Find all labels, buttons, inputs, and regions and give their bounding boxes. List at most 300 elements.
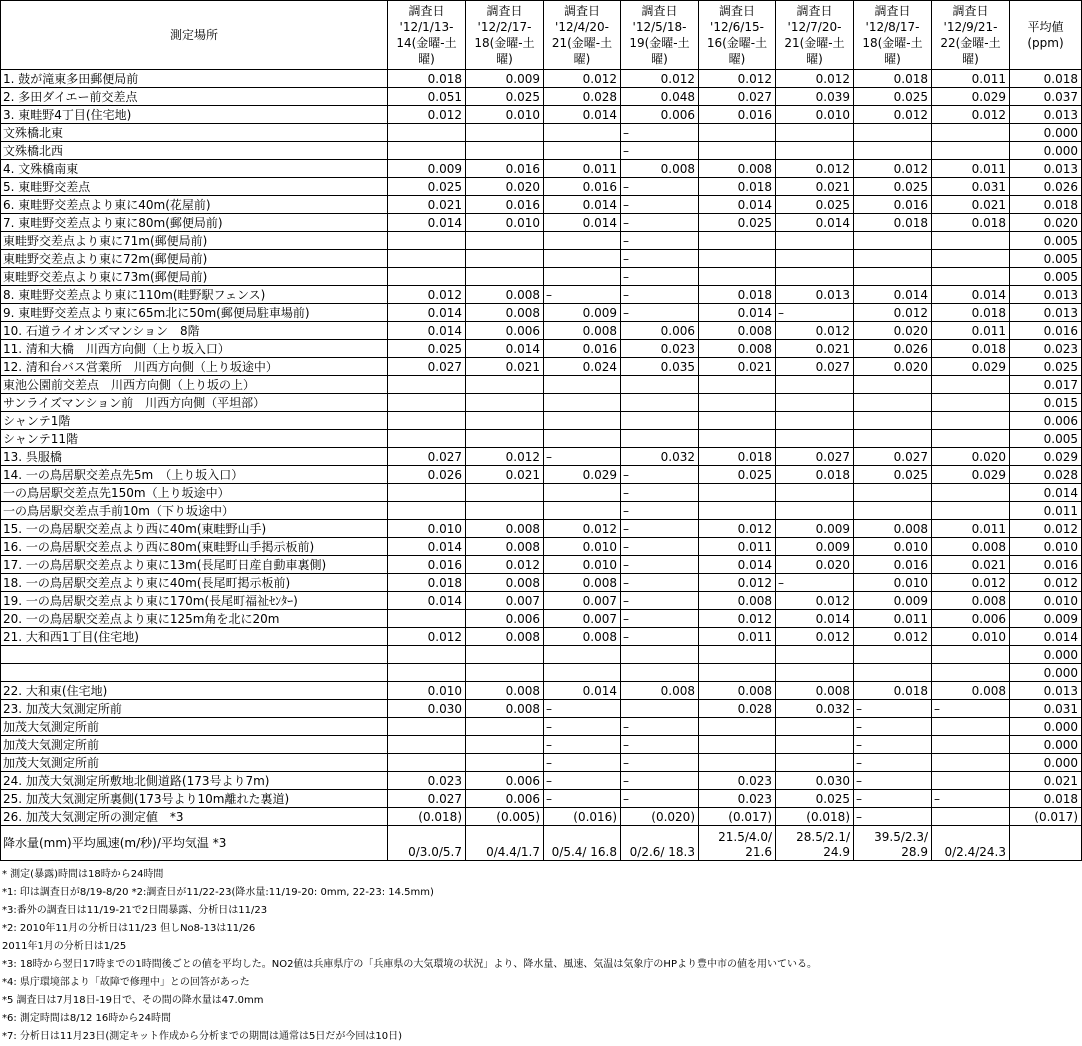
value-cell: 0.008	[466, 700, 544, 718]
value-cell: 0.018	[699, 286, 776, 304]
value-cell: 0.012	[854, 304, 932, 322]
value-cell	[854, 430, 932, 448]
value-cell	[699, 718, 776, 736]
value-cell: 0.008	[776, 682, 854, 700]
value-cell: –	[854, 772, 932, 790]
weather-cell: 0/2.4/24.3	[932, 826, 1010, 861]
location-cell: 11. 清和大橋 川西方向側（上り坂入口）	[1, 340, 388, 358]
value-cell: 0.018	[932, 214, 1010, 232]
average-cell: 0.013	[1010, 106, 1082, 124]
average-cell: 0.017	[1010, 376, 1082, 394]
value-cell	[388, 412, 466, 430]
value-cell: –	[621, 214, 699, 232]
value-cell: 0.018	[388, 70, 466, 88]
value-cell	[621, 394, 699, 412]
value-cell: 0.021	[776, 340, 854, 358]
date-header: 調査日 '12/4/20-21(金曜-土曜)	[544, 1, 621, 70]
value-cell: 0.010	[544, 556, 621, 574]
value-cell: 0.012	[388, 106, 466, 124]
value-cell	[932, 754, 1010, 772]
weather-cell: 21.5/4.0/ 21.6	[699, 826, 776, 861]
average-cell: 0.016	[1010, 322, 1082, 340]
value-cell	[932, 412, 1010, 430]
value-cell: 0.016	[699, 106, 776, 124]
table-row	[1, 718, 1082, 736]
value-cell: –	[621, 502, 699, 520]
value-cell	[621, 700, 699, 718]
value-cell: 0.023	[388, 772, 466, 790]
value-cell: 0.016	[544, 340, 621, 358]
value-cell: –	[621, 466, 699, 484]
weather-average-cell	[1010, 826, 1082, 861]
value-cell	[699, 232, 776, 250]
value-cell: 0.014	[466, 340, 544, 358]
value-cell	[854, 124, 932, 142]
average-cell: 0.025	[1010, 358, 1082, 376]
average-cell: 0.010	[1010, 538, 1082, 556]
location-cell: 3. 東畦野4丁目(住宅地)	[1, 106, 388, 124]
table-row	[1, 214, 1082, 232]
average-cell: 0.023	[1010, 340, 1082, 358]
value-cell: (0.018)	[776, 808, 854, 826]
value-cell	[466, 376, 544, 394]
value-cell: 0.026	[388, 466, 466, 484]
value-cell	[544, 502, 621, 520]
table-row	[1, 700, 1082, 718]
value-cell	[388, 232, 466, 250]
value-cell: 0.030	[388, 700, 466, 718]
value-cell	[466, 142, 544, 160]
value-cell: –	[621, 790, 699, 808]
value-cell	[776, 376, 854, 394]
value-cell: 0.020	[932, 448, 1010, 466]
weather-cell: 0/4.4/1.7	[466, 826, 544, 861]
value-cell: 0.016	[854, 196, 932, 214]
location-cell: 加茂大気測定所前	[1, 736, 388, 754]
value-cell: 0.027	[388, 790, 466, 808]
location-cell: 26. 加茂大気測定所の測定値 *3	[1, 808, 388, 826]
average-cell: 0.005	[1010, 430, 1082, 448]
table-row	[1, 592, 1082, 610]
value-cell	[388, 394, 466, 412]
value-cell: 0.025	[854, 88, 932, 106]
table-row	[1, 610, 1082, 628]
value-cell: 0.010	[932, 628, 1010, 646]
value-cell: 0.029	[544, 466, 621, 484]
date-header: 調査日 '12/1/13-14(金曜-土曜)	[388, 1, 466, 70]
average-cell: 0.013	[1010, 160, 1082, 178]
value-cell: –	[621, 736, 699, 754]
value-cell: 0.012	[466, 448, 544, 466]
value-cell: –	[621, 520, 699, 538]
value-cell	[388, 718, 466, 736]
value-cell	[776, 250, 854, 268]
value-cell	[699, 394, 776, 412]
value-cell: –	[621, 484, 699, 502]
value-cell: 0.016	[466, 160, 544, 178]
value-cell: 0.051	[388, 88, 466, 106]
value-cell: 0.025	[776, 790, 854, 808]
value-cell	[466, 394, 544, 412]
value-cell: (0.016)	[544, 808, 621, 826]
value-cell	[854, 502, 932, 520]
average-cell: 0.000	[1010, 664, 1082, 682]
value-cell: 0.025	[854, 178, 932, 196]
value-cell	[466, 232, 544, 250]
value-cell: 0.008	[466, 304, 544, 322]
value-cell	[544, 412, 621, 430]
value-cell	[854, 232, 932, 250]
footnote-line: *2: 2010年11月の分析日は11/23 但しNo8-13は11/26	[2, 923, 256, 934]
value-cell: 0.048	[621, 88, 699, 106]
value-cell: 0.012	[699, 610, 776, 628]
average-cell: 0.000	[1010, 142, 1082, 160]
value-cell	[932, 808, 1010, 826]
value-cell	[932, 376, 1010, 394]
average-cell: 0.037	[1010, 88, 1082, 106]
value-cell: 0.032	[776, 700, 854, 718]
average-cell: 0.013	[1010, 286, 1082, 304]
footnote-line: 2011年1月の分析日は1/25	[2, 941, 127, 952]
value-cell: 0.025	[776, 196, 854, 214]
value-cell: 0.008	[544, 628, 621, 646]
table-row	[1, 88, 1082, 106]
value-cell: 0.016	[466, 196, 544, 214]
value-cell	[932, 430, 1010, 448]
value-cell: 0.020	[466, 178, 544, 196]
value-cell	[932, 124, 1010, 142]
value-cell: (0.005)	[466, 808, 544, 826]
table-row	[1, 232, 1082, 250]
average-cell: 0.000	[1010, 646, 1082, 664]
value-cell: 0.023	[621, 340, 699, 358]
value-cell: 0.024	[544, 358, 621, 376]
value-cell: 0.014	[776, 214, 854, 232]
value-cell: 0.021	[699, 358, 776, 376]
value-cell	[932, 250, 1010, 268]
value-cell	[466, 250, 544, 268]
value-cell: 0.014	[699, 196, 776, 214]
location-cell: 19. 一の鳥居駅交差点より東に170m(長尾町福祉ｾﾝﾀｰ)	[1, 592, 388, 610]
value-cell: 0.025	[699, 466, 776, 484]
value-cell: 0.025	[854, 466, 932, 484]
value-cell	[466, 736, 544, 754]
average-cell: 0.018	[1010, 70, 1082, 88]
location-cell: シャンテ1階	[1, 412, 388, 430]
value-cell: 0.010	[776, 106, 854, 124]
value-cell: 0.008	[932, 592, 1010, 610]
value-cell	[388, 430, 466, 448]
value-cell	[388, 754, 466, 772]
value-cell: 0.012	[388, 286, 466, 304]
table-row	[1, 502, 1082, 520]
average-cell: 0.018	[1010, 790, 1082, 808]
value-cell: 0.018	[854, 214, 932, 232]
value-cell	[388, 250, 466, 268]
footnote-line: *6: 測定時間は8/12 16時から24時間	[2, 1013, 171, 1024]
table-row	[1, 808, 1082, 826]
value-cell	[854, 142, 932, 160]
table-row	[1, 196, 1082, 214]
value-cell: 0.028	[544, 88, 621, 106]
value-cell: 0.010	[544, 538, 621, 556]
average-header: 平均値 (ppm)	[1010, 1, 1082, 70]
weather-cell: 39.5/2.3/ 28.9	[854, 826, 932, 861]
value-cell: 0.012	[699, 520, 776, 538]
table-row	[1, 520, 1082, 538]
average-cell: 0.016	[1010, 556, 1082, 574]
location-cell: 16. 一の鳥居駅交差点より西に80m(東畦野山手掲示板前)	[1, 538, 388, 556]
value-cell	[776, 646, 854, 664]
value-cell	[932, 502, 1010, 520]
table-row	[1, 286, 1082, 304]
value-cell: 0.014	[544, 196, 621, 214]
value-cell: 0.018	[699, 448, 776, 466]
value-cell: 0.012	[466, 556, 544, 574]
value-cell: 0.011	[932, 520, 1010, 538]
value-cell: –	[621, 556, 699, 574]
value-cell	[466, 412, 544, 430]
value-cell: 0.029	[932, 358, 1010, 376]
value-cell: 0.016	[854, 556, 932, 574]
value-cell: –	[621, 628, 699, 646]
value-cell	[466, 484, 544, 502]
value-cell	[854, 412, 932, 430]
average-cell: 0.028	[1010, 466, 1082, 484]
value-cell: 0.008	[699, 160, 776, 178]
value-cell: (0.017)	[699, 808, 776, 826]
value-cell: 0.016	[388, 556, 466, 574]
value-cell	[854, 484, 932, 502]
value-cell: 0.011	[932, 70, 1010, 88]
value-cell: 0.027	[388, 448, 466, 466]
value-cell: –	[621, 610, 699, 628]
value-cell	[776, 394, 854, 412]
value-cell	[854, 664, 932, 682]
value-cell: 0.010	[854, 574, 932, 592]
table-row	[1, 682, 1082, 700]
average-cell: 0.031	[1010, 700, 1082, 718]
value-cell: 0.012	[388, 628, 466, 646]
value-cell: 0.008	[621, 160, 699, 178]
location-cell: 4. 文殊橋南東	[1, 160, 388, 178]
value-cell	[544, 664, 621, 682]
value-cell: 0.008	[932, 682, 1010, 700]
location-cell: 加茂大気測定所前	[1, 718, 388, 736]
value-cell: –	[621, 124, 699, 142]
value-cell	[544, 394, 621, 412]
value-cell	[388, 736, 466, 754]
table-row	[1, 340, 1082, 358]
value-cell: 0.014	[544, 106, 621, 124]
location-cell: 13. 呉服橋	[1, 448, 388, 466]
value-cell: 0.008	[932, 538, 1010, 556]
value-cell	[699, 124, 776, 142]
table-row	[1, 106, 1082, 124]
table-row	[1, 628, 1082, 646]
footnote-line: *4: 県庁環境部より「故障で修理中」との回答があった	[2, 977, 250, 988]
value-cell: 0.011	[854, 610, 932, 628]
value-cell: 0.012	[854, 106, 932, 124]
value-cell	[776, 754, 854, 772]
value-cell	[544, 142, 621, 160]
value-cell	[854, 268, 932, 286]
value-cell	[544, 268, 621, 286]
value-cell: 0.011	[932, 322, 1010, 340]
value-cell: –	[776, 574, 854, 592]
value-cell	[388, 646, 466, 664]
value-cell: 0.018	[854, 70, 932, 88]
value-cell	[932, 646, 1010, 664]
value-cell	[932, 484, 1010, 502]
average-cell: 0.012	[1010, 520, 1082, 538]
value-cell: 0.006	[466, 610, 544, 628]
location-cell: 23. 加茂大気測定所前	[1, 700, 388, 718]
value-cell: 0.014	[388, 304, 466, 322]
value-cell: 0.014	[699, 556, 776, 574]
value-cell: 0.012	[776, 70, 854, 88]
value-cell: 0.029	[932, 88, 1010, 106]
value-cell	[854, 250, 932, 268]
weather-row	[1, 826, 1082, 861]
value-cell: 0.014	[776, 610, 854, 628]
table-row	[1, 268, 1082, 286]
value-cell: 0.021	[466, 466, 544, 484]
value-cell: –	[544, 736, 621, 754]
value-cell: 0.008	[466, 520, 544, 538]
value-cell: 0.008	[466, 538, 544, 556]
average-cell: 0.021	[1010, 772, 1082, 790]
value-cell	[699, 754, 776, 772]
average-cell: 0.009	[1010, 610, 1082, 628]
value-cell	[776, 412, 854, 430]
value-cell: 0.007	[466, 592, 544, 610]
value-cell	[699, 142, 776, 160]
value-cell: 0.012	[854, 628, 932, 646]
value-cell: 0.011	[699, 538, 776, 556]
value-cell: 0.009	[466, 70, 544, 88]
value-cell	[932, 232, 1010, 250]
value-cell: 0.006	[621, 106, 699, 124]
value-cell: 0.035	[621, 358, 699, 376]
value-cell: 0.014	[388, 538, 466, 556]
location-cell: 14. 一の鳥居駅交差点先5m （上り坂入口）	[1, 466, 388, 484]
footnote-line: * 測定(暴露)時間は18時から24時間	[2, 869, 164, 880]
value-cell: 0.012	[544, 520, 621, 538]
value-cell: –	[544, 754, 621, 772]
table-row	[1, 160, 1082, 178]
value-cell: 0.012	[699, 70, 776, 88]
table-row	[1, 538, 1082, 556]
value-cell	[388, 484, 466, 502]
value-cell	[466, 664, 544, 682]
value-cell: 0.006	[466, 790, 544, 808]
table-row	[1, 736, 1082, 754]
value-cell: 0.009	[544, 304, 621, 322]
value-cell: 0.039	[776, 88, 854, 106]
location-cell: 東畦野交差点より東に71m(郵便局前)	[1, 232, 388, 250]
value-cell: 0.006	[621, 322, 699, 340]
value-cell	[854, 376, 932, 394]
value-cell: 0.025	[699, 214, 776, 232]
table-row	[1, 142, 1082, 160]
value-cell: –	[854, 718, 932, 736]
value-cell: 0.012	[932, 106, 1010, 124]
value-cell: –	[621, 718, 699, 736]
table-row	[1, 790, 1082, 808]
location-cell: 加茂大気測定所前	[1, 754, 388, 772]
location-cell: 25. 加茂大気測定所裏側(173号より10m離れた裏道)	[1, 790, 388, 808]
value-cell	[544, 232, 621, 250]
value-cell	[932, 736, 1010, 754]
value-cell: 0.009	[854, 592, 932, 610]
value-cell: 0.008	[544, 322, 621, 340]
average-cell: 0.013	[1010, 682, 1082, 700]
value-cell: 0.018	[932, 340, 1010, 358]
location-cell: 一の鳥居駅交差点手前10m（下り坂途中）	[1, 502, 388, 520]
value-cell: 0.012	[776, 628, 854, 646]
value-cell: –	[621, 538, 699, 556]
value-cell: 0.007	[544, 610, 621, 628]
value-cell	[699, 250, 776, 268]
footnote-line: *3: 18時から翌日17時までの1時間後ごとの値を平均した。NO2値は兵庫県庁の「兵庫県の大気環境の状況」より、降水量、風速、気温は気象庁のHPより豊中市の値を用いている。	[2, 959, 817, 970]
footnote-line: *1: 印は調査日が8/19-8/20 *2:調査日が11/22-23(降水量:11/19-20: 0mm, 22-23: 14.5mm)	[2, 887, 434, 898]
average-cell: (0.017)	[1010, 808, 1082, 826]
table-row	[1, 304, 1082, 322]
location-cell	[1, 664, 388, 682]
value-cell: 0.018	[776, 466, 854, 484]
location-cell	[1, 646, 388, 664]
value-cell	[466, 718, 544, 736]
value-cell	[544, 124, 621, 142]
value-cell: 0.014	[388, 592, 466, 610]
value-cell: 0.023	[699, 772, 776, 790]
location-cell: 24. 加茂大気測定所敷地北側道路(173号より7m)	[1, 772, 388, 790]
table-row	[1, 412, 1082, 430]
value-cell: 0.011	[699, 628, 776, 646]
value-cell: 0.029	[932, 466, 1010, 484]
value-cell	[388, 376, 466, 394]
table-row	[1, 448, 1082, 466]
value-cell	[699, 646, 776, 664]
footnotes	[2, 866, 1078, 1046]
location-cell: 10. 石道ライオンズマンション 8階	[1, 322, 388, 340]
average-cell: 0.000	[1010, 736, 1082, 754]
value-cell	[699, 664, 776, 682]
table-row	[1, 646, 1082, 664]
value-cell: –	[854, 808, 932, 826]
value-cell: 0.020	[776, 556, 854, 574]
value-cell	[776, 736, 854, 754]
average-cell: 0.013	[1010, 304, 1082, 322]
value-cell: 0.012	[621, 70, 699, 88]
value-cell	[699, 268, 776, 286]
date-header: 調査日 '12/9/21-22(金曜-土曜)	[932, 1, 1010, 70]
average-cell: 0.014	[1010, 484, 1082, 502]
table-row	[1, 124, 1082, 142]
value-cell: –	[776, 304, 854, 322]
value-cell: 0.010	[854, 538, 932, 556]
date-header: 調査日 '12/6/15-16(金曜-土曜)	[699, 1, 776, 70]
value-cell: 0.006	[466, 322, 544, 340]
average-cell: 0.011	[1010, 502, 1082, 520]
location-cell: 22. 大和東(住宅地)	[1, 682, 388, 700]
value-cell	[699, 484, 776, 502]
value-cell	[466, 124, 544, 142]
value-cell: 0.014	[388, 322, 466, 340]
value-cell	[699, 376, 776, 394]
value-cell	[621, 376, 699, 394]
